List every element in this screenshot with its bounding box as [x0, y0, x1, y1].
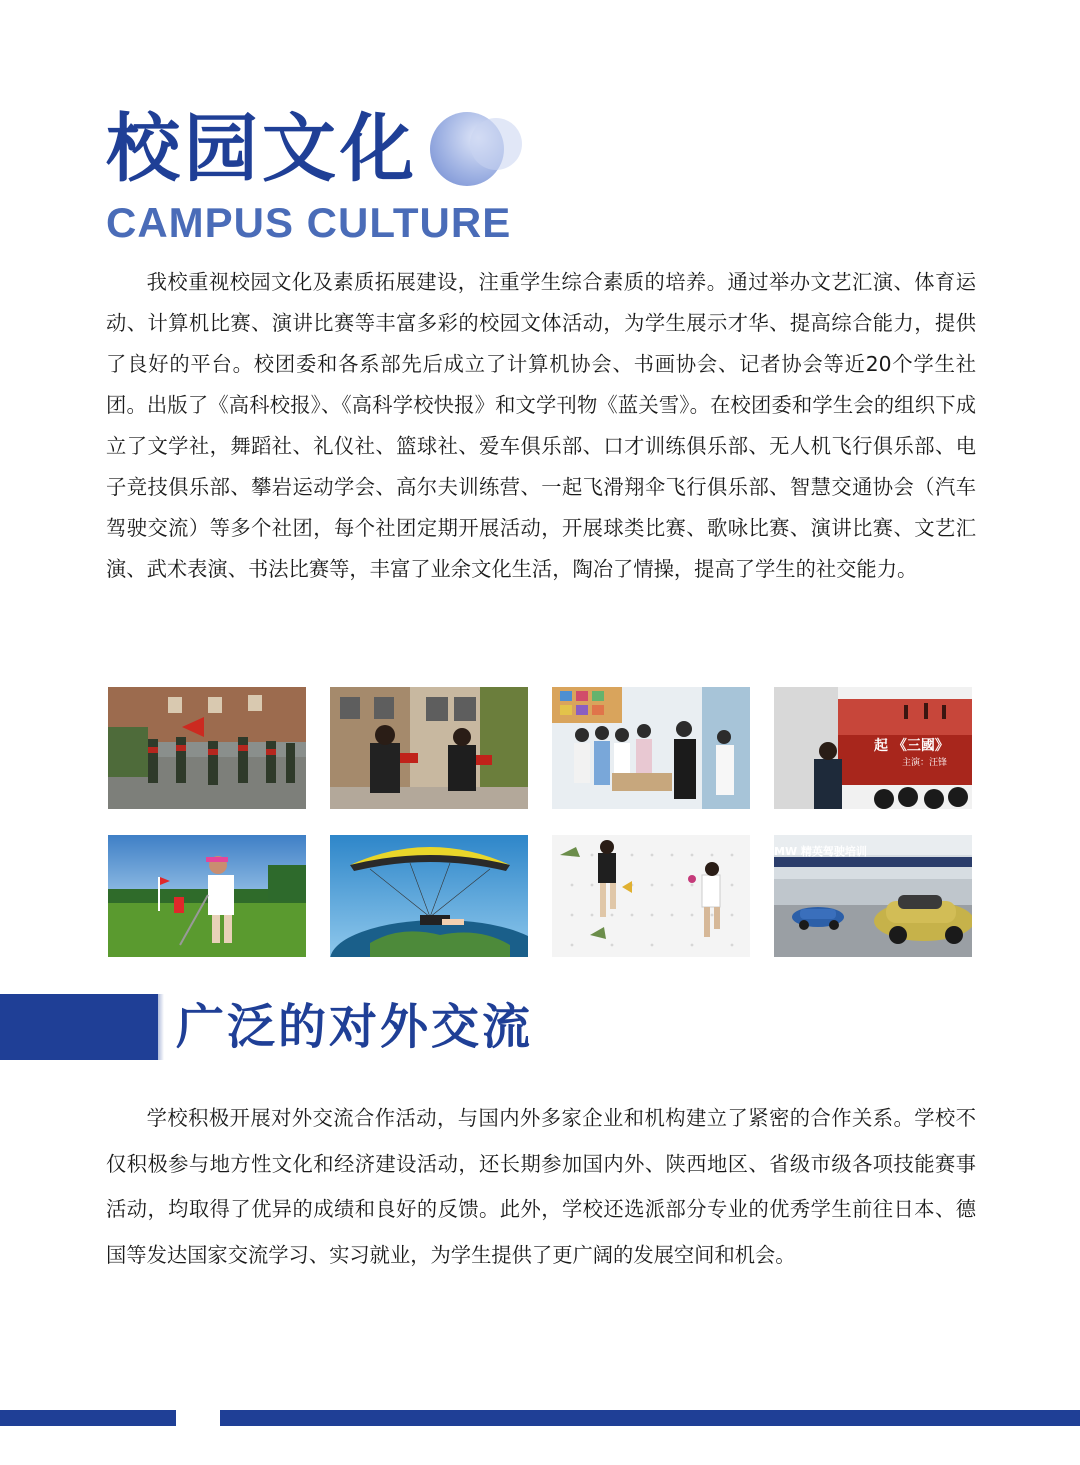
section-marker-bar [0, 994, 158, 1060]
decorative-circle-overlay-icon [470, 118, 522, 170]
campus-culture-paragraph: 我校重视校园文化及素质拓展建设，注重学生综合素质的培养。通过举办文艺汇演、体育运动、计算机比赛、演讲比赛等丰富多彩的校园文体活动，为学生展示才华、提高综合能力，提供了良好的平台。校团委和各系部先后成立了计算机协会、书画协会、记者协会等近20个学生社团。出版了《高科校报》、《高科学校快报》和文学刊物《蓝关雪》。在校团委和学生会的组织下成立了文学社，舞蹈社、礼仪社、篮球社、爱车俱乐部、口才训练俱乐部、无人机飞行俱乐部、电子竞技俱乐部、攀岩运动学会、高尔夫训练营、一起飞滑翔伞飞行俱乐部、智慧交通协会（汽车驾驶交流）等多个社团，每个社团定期开展活动，开展球类比赛、歌咏比赛、演讲比赛、文艺汇演、武术表演、书法比赛等，丰富了业余文化生活，陶冶了情操，提高了学生的社交能力。 [106, 270, 976, 581]
driving-banner-text: MW 精英驾驶培训 [774, 845, 867, 858]
page-subtitle: CAMPUS CULTURE [106, 199, 512, 246]
section-title: 广泛的对外交流 [176, 999, 534, 1055]
external-exchange-paragraph: 学校积极开展对外交流合作活动，与国内外多家企业和机构建立了紧密的合作关系。学校不仅积极参与地方性文化和经济建设活动，还长期参加国内外、陕西地区、省级市级各项技能赛事活动，均取得了优异的成绩和良好的反馈。此外，学校还选派部分专业的优秀学生前往日本、德国等发达国家交流学习、实习就业，为学生提供了更广阔的发展空间和机会。 [106, 1106, 976, 1267]
photo-art-club [552, 687, 750, 809]
photo-speakers [330, 687, 528, 809]
photo-stage-drama [774, 687, 972, 809]
footer-bar-right [220, 1410, 1080, 1426]
photo-driving-training [774, 835, 972, 957]
photo-climbing [552, 835, 750, 957]
stage-subcaption: 主演：汪锋 [902, 758, 948, 768]
photo-grid [108, 687, 972, 957]
page-title: 校园文化 [106, 106, 418, 192]
stage-caption: 起 《三國》 [874, 738, 949, 754]
photo-paragliding [330, 835, 528, 957]
photo-flag-guard [108, 687, 306, 809]
photo-golf [108, 835, 306, 957]
section-marker-shadow [158, 994, 164, 1060]
footer-bar-left [0, 1410, 176, 1426]
